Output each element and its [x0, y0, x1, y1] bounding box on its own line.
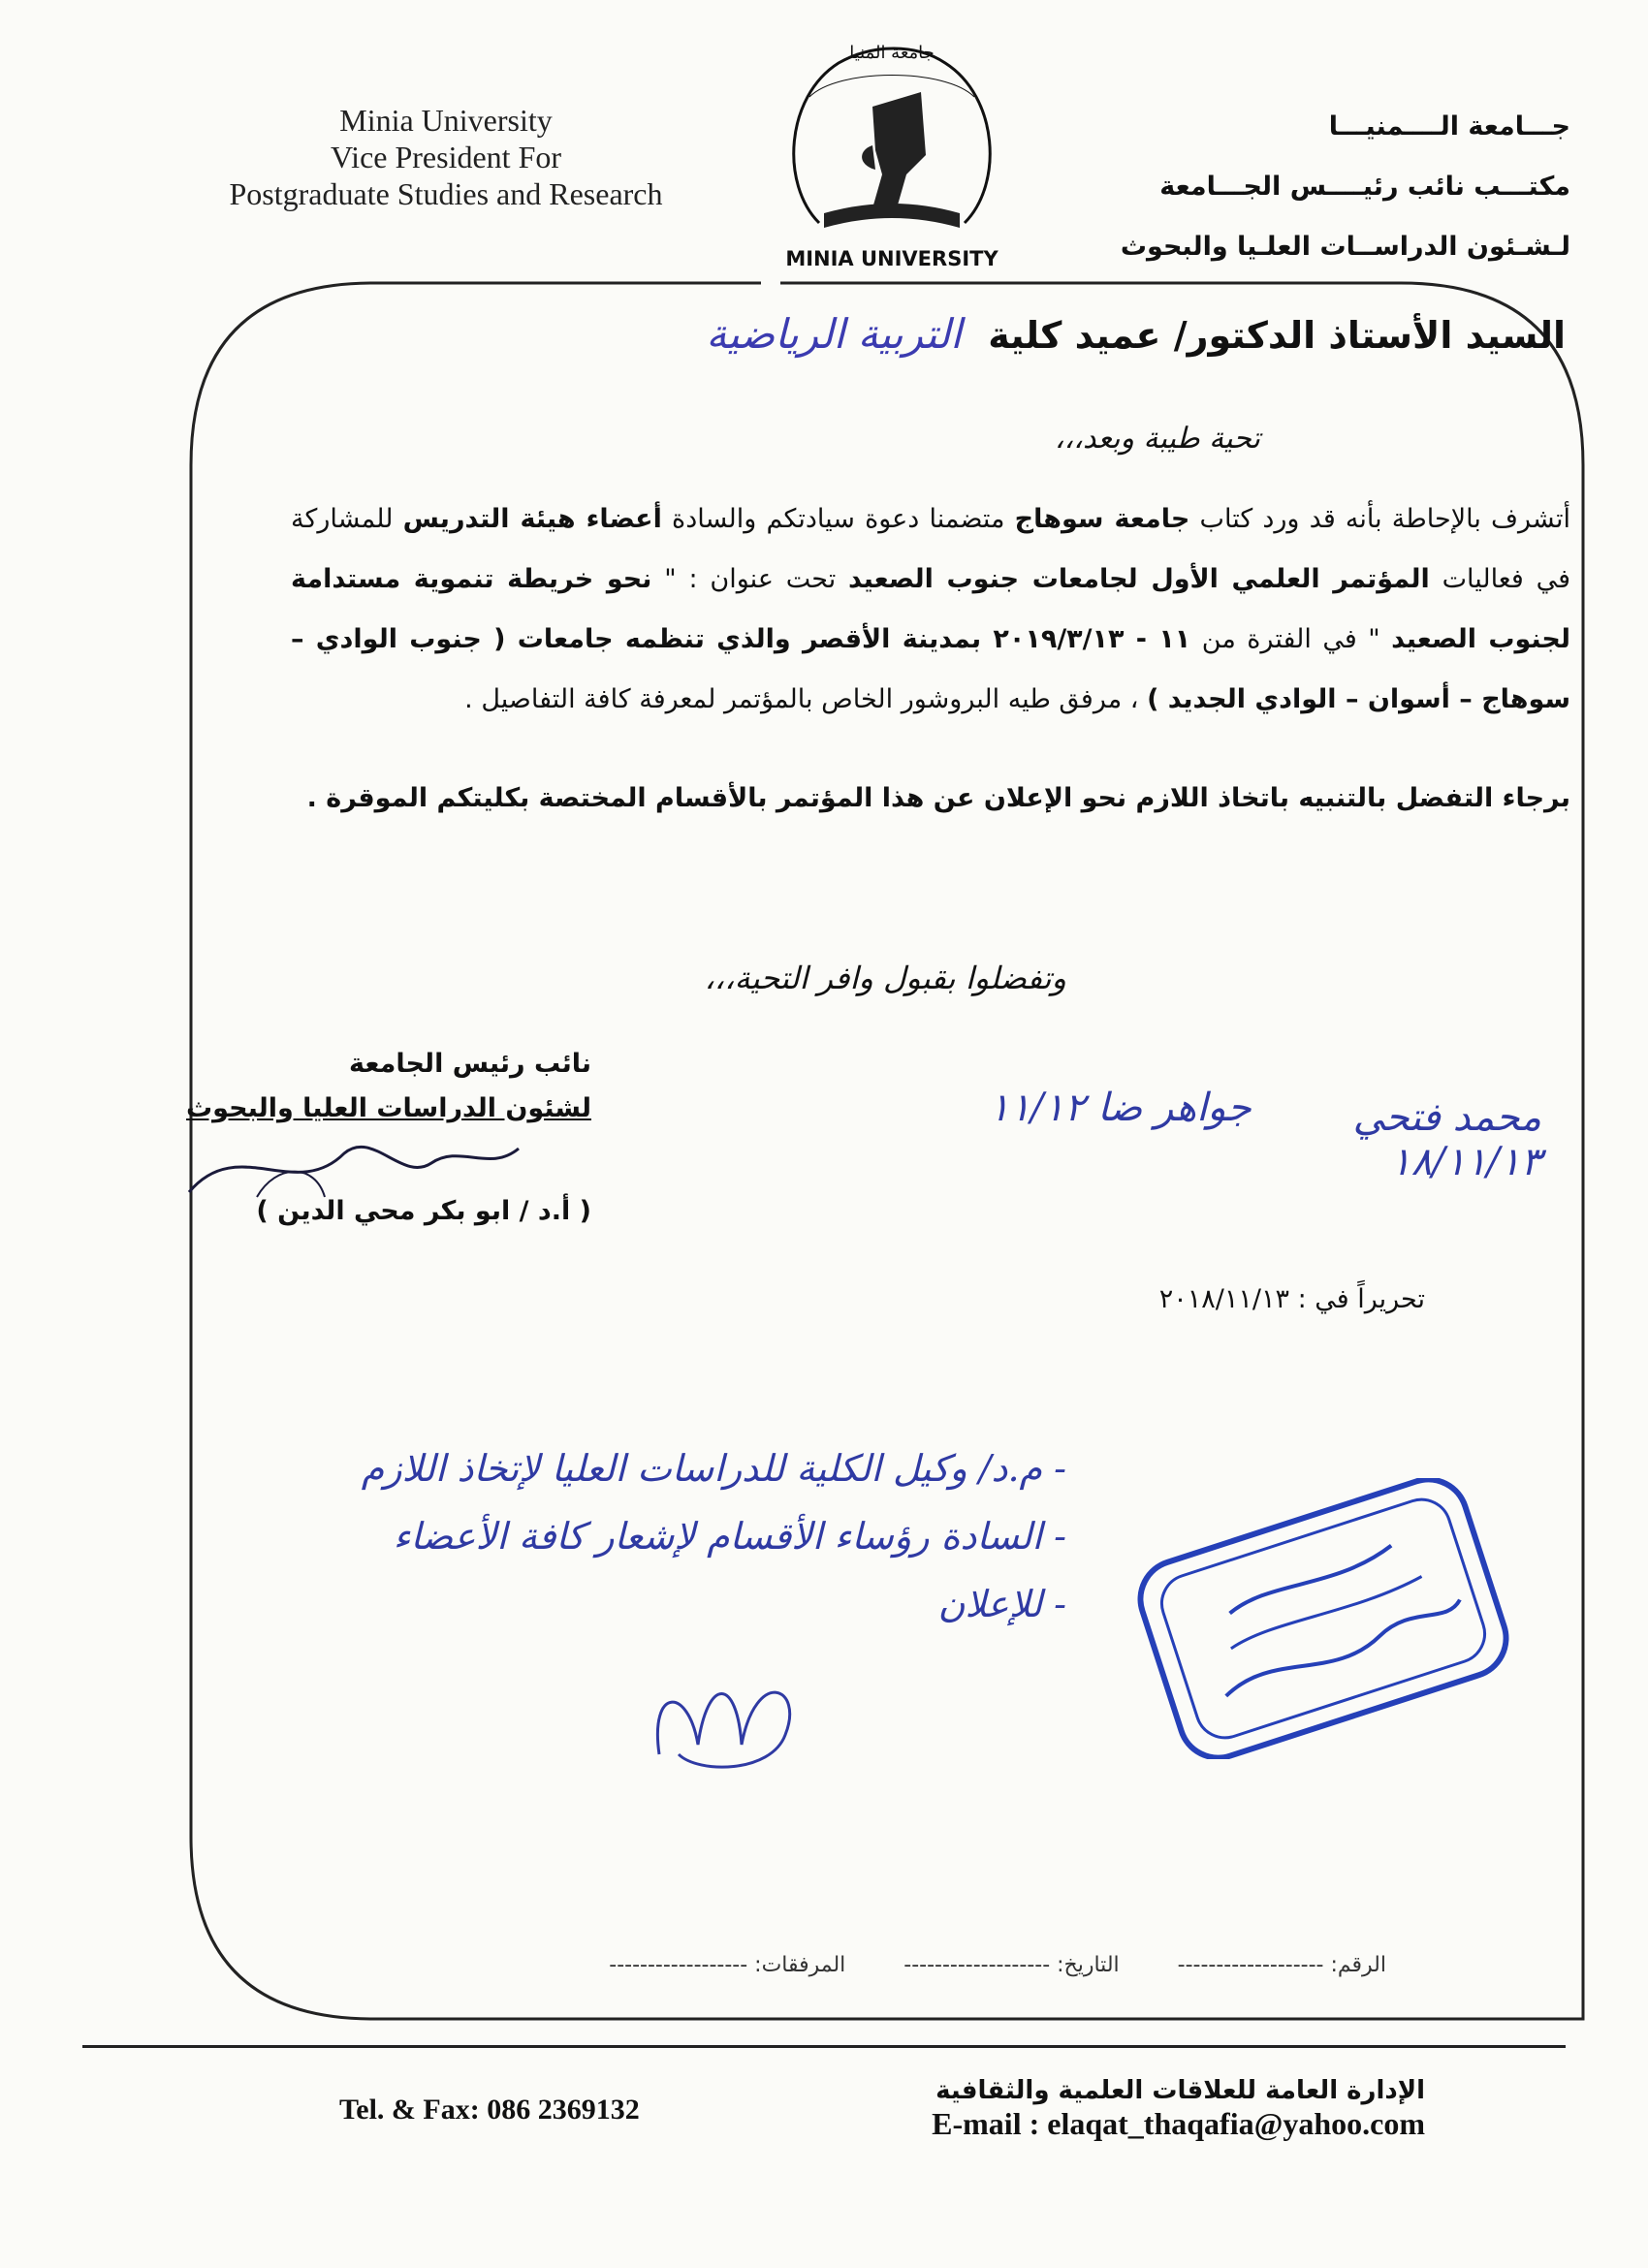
signatory-title-1: نائب رئيس الجامعة [349, 1049, 591, 1079]
p1-d: أعضاء هيئة التدريس [402, 504, 662, 534]
logo-arc-text: جامعة المنيا [849, 43, 935, 63]
paragraph-2 [291, 769, 1570, 829]
header-en-line-1: Minia University [339, 103, 553, 138]
date-value: ٢٠١٨/١١/١٣ [1158, 1284, 1289, 1314]
footer-department: الإدارة العامة للعلاقات العلمية والثقافية [935, 2076, 1425, 2105]
header-arabic [1066, 97, 1570, 277]
p1-g: تحت عنوان : " [651, 564, 849, 594]
ref-number-label: الرقم: ------------------- [1177, 1953, 1386, 1977]
footer-contact [932, 2074, 1425, 2140]
p1-h: نحو خريطة تنموية مستدامة لجنوب الصعيد [291, 564, 1571, 654]
signature-scribble [179, 1124, 528, 1212]
header-ar-line-1: جـــامعة الــــمنيـــا [1328, 111, 1570, 142]
handwritten-initial-2: محمد فتحي ١٨/١١/١٣ [1352, 1095, 1541, 1184]
note-line-2: - السادة رؤساء الأقسام لإشعار كافة الأعضاء [393, 1515, 1066, 1558]
p1-e: للمشاركة في فعاليات [291, 504, 1570, 594]
footer-tel: Tel. & Fax: 086 2369132 [339, 2094, 640, 2126]
university-logo [780, 39, 1003, 281]
p1-i: " في الفترة من [1190, 624, 1392, 654]
footer-email: E-mail : elaqat_thaqafia@yahoo.com [932, 2106, 1425, 2141]
note-line-1: - م.د/ وكيل الكلية للدراسات العليا لإتخاذ اللازم [361, 1447, 1066, 1490]
paragraph-1 [291, 489, 1570, 730]
header-ar-line-3: لـشـئون الدراســات العلـيا والبحوث [1120, 232, 1570, 262]
footer-divider [82, 2045, 1566, 2048]
header-en-line-2: Vice President For [330, 140, 562, 174]
date-label: تحريراً في : [1288, 1284, 1425, 1314]
reference-row [417, 1953, 1386, 1977]
note-line-3: - للإعلان [937, 1583, 1066, 1625]
signatory-title-2: لشئون الدراسات العليا والبحوث [186, 1093, 591, 1123]
incoming-stamp [1120, 1478, 1527, 1759]
p1-j: ١١ - ٢٠١٩/٣/١٣ بمدينة الأقصر والذي تنظمه جامعات ( جنوب الوادي – سوهاج – أسوان – الوادي الجديد ) [291, 624, 1570, 714]
ref-date-label: التاريخ: ------------------- [903, 1953, 1120, 1977]
handwritten-note [213, 1434, 1066, 1638]
issue-date [1159, 1284, 1425, 1314]
handwritten-initial-1: جواهر ضا ١١/١٢ [989, 1086, 1252, 1130]
p1-f: المؤتمر العلمي الأول لجامعات جنوب الصعيد [848, 564, 1430, 594]
closing: وتفضلوا بقبول وافر التحية،،، [704, 960, 1066, 996]
p1-k: ، مرفق طيه البروشور الخاص بالمؤتمر لمعرفة كافة التفاصيل . [464, 684, 1148, 714]
p1-b: جامعة سوهاج [1014, 504, 1190, 534]
greeting: تحية طيبة وبعد،،، [1054, 422, 1260, 456]
header-ar-line-2: مكتـــب نائب رئيــــس الجـــامعة [1159, 172, 1570, 202]
handwritten-signature [640, 1648, 814, 1783]
signatory-name: ( أ.د / ابو بكر محي الدين ) [256, 1196, 591, 1226]
queen-head-icon [862, 92, 926, 208]
open-book-icon [824, 204, 960, 228]
logo-banner: MINIA UNIVERSITY [785, 247, 998, 270]
p1-c: متضمنا دعوة سيادتكم والسادة [661, 504, 1015, 534]
salutation [706, 310, 1566, 358]
p2-text: برجاء التفضل بالتنبيه باتخاذ اللازم نحو الإعلان عن هذا المؤتمر بالأقسام المختصة بكليتكم الموقرة . [306, 783, 1570, 813]
ref-attachments-label: المرفقات: ------------------ [609, 1953, 846, 1977]
header-en-line-3: Postgraduate Studies and Research [229, 176, 663, 211]
letter-body [291, 489, 1570, 829]
salutation-handwritten: التربية الرياضية [706, 310, 962, 358]
salutation-text: السيد الأستاذ الدكتور/ عميد كلية [988, 314, 1566, 357]
header-english [174, 102, 717, 212]
p1-a: أتشرف بالإحاطة بأنه قد ورد كتاب [1189, 504, 1570, 534]
